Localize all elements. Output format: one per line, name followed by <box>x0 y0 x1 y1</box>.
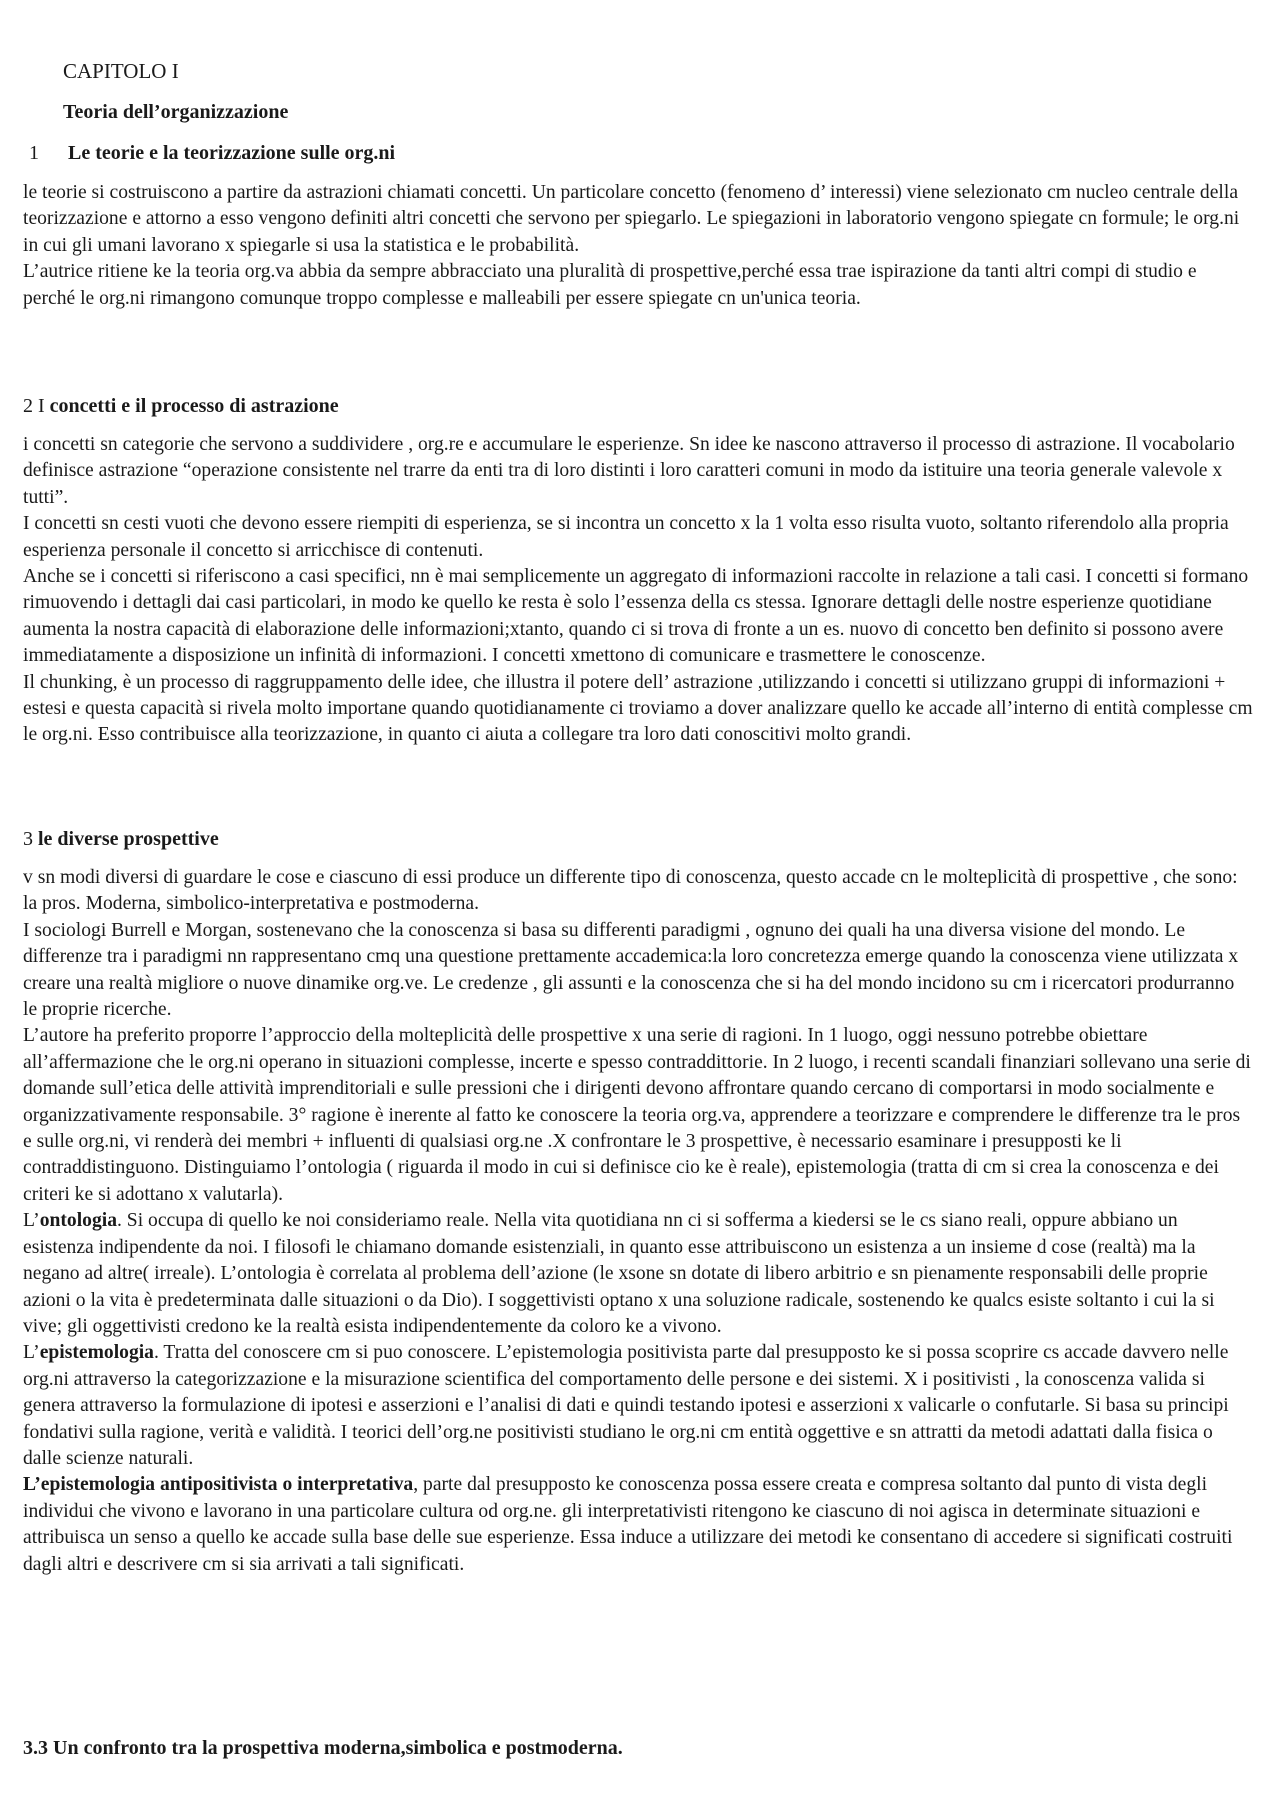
paragraph: Anche se i concetti si riferiscono a casi specifici, nn è mai semplicemente un aggregato di informazioni raccolte in relazione a tali casi. I concetti si formano rimuovendo i dettagli dai casi particolari, in modo ke quello ke resta è solo l’essenza della cs stessa. Ignorare dettagli delle nostre esperienze quotidiane aumenta la nostra capacità di elaborazione delle informazioni;xtanto, quando ci si trova di fronte a un es. nuovo di concetto ben definito si possono avere immediatamente a disposizione un infinità di informazioni. I concetti xmettono di comunicare e trasmettere le conoscenze. <box>23 566 1249 667</box>
paragraph: Il chunking, è un processo di raggruppamento delle idee, che illustra il potere dell’ astrazione ,utilizzando i concetti si utilizzano gruppi di informazioni + estesi e questa capacità si rivela molto importane quando quotidianamente ci troviamo a dover analizzare quello ke accade all’interno di entità complesse cm le org.ni. Esso contribuisce alla teorizzazione, in quanto ci aiuta a collegare tra loro dati conoscitivi molto grandi. <box>23 671 1253 746</box>
epistemologia-paragraph: L’epistemologia. Tratta del conoscere cm si puo conoscere. L’epistemologia positivista parte dal presupposto ke si possa scoprire cs accade davvero nelle org.ni attraverso la categorizzazione e la misurazione scientifica del comportamento delle persone e dei sistemi. X i positivisti , la conoscenza valida si genera attraverso la formulazione di ipotesi e asserzioni e l’analisi di dati e quindi testando ipotesi e asserzioni x valicarle o confutarle. Si basa su principi fondativi sulla ragione, verità e validità. I teorici dell’org.ne positivisti studiano le org.ni cm entità oggettive e sn attratti da metodi adattati dalla fisica o dalle scienze naturali. <box>23 1342 1229 1469</box>
paragraph: i concetti sn categorie che servono a suddividere , org.re e accumulare le esperienze. Sn idee ke nascono attraverso il processo di astrazione. Il vocabolario definisce astrazione “operazione consistente nel trarre da enti tra di loro distinti i loro caratteri comuni in modo da istituire una teoria generale valevole x tutti”. <box>23 434 1235 508</box>
ontologia-paragraph: L’ontologia. Si occupa di quello ke noi consideriamo reale. Nella vita quotidiana nn ci si sofferma a kiedersi se le cs siano reali, oppure abbiano un esistenza indipendente da noi. I filosofi le chiamano domande esistenziali, in quanto esse attribuiscono un esistenza a un insieme d cose (realtà) ma la negano ad altre( irreale). L’ontologia è correlata al problema dell’azione (le xsone sn dotate di libero arbitrio e sn pienamente responsabili delle proprie azioni o la vita è predeterminata dalle situazioni o da Dio). I soggettivisti optano x una soluzione radicale, sostenendo ke qualcs esiste soltanto i cui la si vive; gli oggettivisti credono ke la realtà esista indipendentemente da coloro ke a vivono. <box>23 1210 1215 1337</box>
paragraph: le teorie si costruiscono a partire da astrazioni chiamati concetti. Un particolare concetto (fenomeno d’ interessi) viene selezionato cm nucleo centrale della teorizzazione e attorno a esso vengono definiti altri concetti che servono per spiegarlo. Le spiegazioni in laboratorio vengono spiegate cn formule; le org.ni in cui gli umani lavorano x spiegarle si usa la statistica e le probabilità. <box>23 182 1240 256</box>
paragraph: L’autrice ritiene ke la teoria org.va abbia da sempre abbracciato una pluralità di prospettive,perché essa trae ispirazione da tanti altri compi di studio e perché le org.ni rimangono comunque troppo complesse e malleabili per essere spiegate cn un'unica teoria. <box>23 261 1197 309</box>
section-2-title: concetti e il processo di astrazione <box>49 395 339 417</box>
paragraph: L’autore ha preferito proporre l’approccio della molteplicità delle prospettive x una serie di ragioni. In 1 luogo, oggi nessuno potrebbe obiettare all’affermazione che le org.ni operano in situazioni complesse, incerte e spesso contraddittorie. In 2 luogo, i recenti scandali finanziari sollevano una serie di domande sull’etica delle attività imprenditoriali e sulle pressioni che i dirigenti devono affrontare quando cercano di comportarsi in modo socialmente e organizzativamente responsabile. 3° ragione è inerente al fatto ke conoscere la teoria org.va, apprendere a teorizzare e comprendere le differenze tra le pros e sulle org.ni, vi renderà dei membri + influenti di qualsiasi org.ne .X confrontare le 3 prospettive, è necessario esaminare i presupposti ke li contraddistinguono. Distinguiamo l’ontologia ( riguarda il modo in cui si definisce cio ke è reale), epistemologia (tratta di cm si crea la conoscenza e dei criteri ke si adottano x valutarla). <box>23 1025 1251 1205</box>
section-2-number: 2 I <box>23 395 45 417</box>
section-3-body <box>23 865 1253 1578</box>
paragraph: I sociologi Burrell e Morgan, sostenevano che la conoscenza si basa su differenti paradigmi , ognuno dei quali ha una diversa visione del mondo. Le differenze tra i paradigmi nn rappresentano cmq una questione prettamente accademica:la loro concretezza emerge quando la conoscenza viene utilizzata x creare una realtà migliore o nuove dinamike org.ve. Le credenze , gli assunti e la conoscenza che si ha del mondo incidono su cm i ricercatori produrranno le proprie ricerche. <box>23 919 1239 1021</box>
section-1-number: 1 <box>29 142 39 164</box>
antipositivista-paragraph: L’epistemologia antipositivista o interpretativa, parte dal presupposto ke conoscenza possa essere creata e compresa soltanto dal punto di vista degli individui che vivono e lavorano in una particolare cultura od org.ne. gli interpretativisti ritengono ke ciascuno di noi agisca in determinate situazioni e attribuisca un senso a quello ke accade sulla base delle sue esperienze. Essa induce a utilizzare dei metodi ke consentano di accedere si significati costruiti dagli altri e descrivere cm si sia arrivati a tali significati. <box>23 1474 1233 1575</box>
chapter-label: CAPITOLO I <box>63 59 179 83</box>
section-1-title: Le teorie e la teorizzazione sulle org.ni <box>68 142 396 164</box>
section-2-heading <box>23 393 339 419</box>
paragraph: I concetti sn cesti vuoti che devono essere riempiti di esperienza, se si incontra un concetto x la 1 volta esso risulta vuoto, soltanto riferendolo alla propria esperienza personale il concetto si arricchisce di contenuti. <box>23 513 1229 561</box>
section-3-3-heading: 3.3 Un confronto tra la prospettiva moderna,simbolica e postmoderna. <box>23 1737 623 1759</box>
epistemologia-term: epistemologia <box>39 1342 154 1364</box>
section-3-title: le diverse prospettive <box>38 828 219 850</box>
chapter-title: Teoria dell’organizzazione <box>63 101 289 123</box>
section-2-body <box>23 432 1253 749</box>
section-1-heading <box>29 140 395 166</box>
section-1-body <box>23 180 1253 312</box>
section-3-number: 3 <box>23 828 33 850</box>
paragraph: v sn modi diversi di guardare le cose e ciascuno di essi produce un differente tipo di conoscenza, questo accade cn le molteplicità di prospettive , che sono: la pros. Moderna, simbolico-interpretativa e postmoderna. <box>23 867 1238 915</box>
antipositivista-term: L’epistemologia antipositivista o interpretativa <box>23 1474 414 1496</box>
section-3-heading <box>23 826 219 852</box>
ontologia-term: ontologia <box>39 1210 117 1232</box>
